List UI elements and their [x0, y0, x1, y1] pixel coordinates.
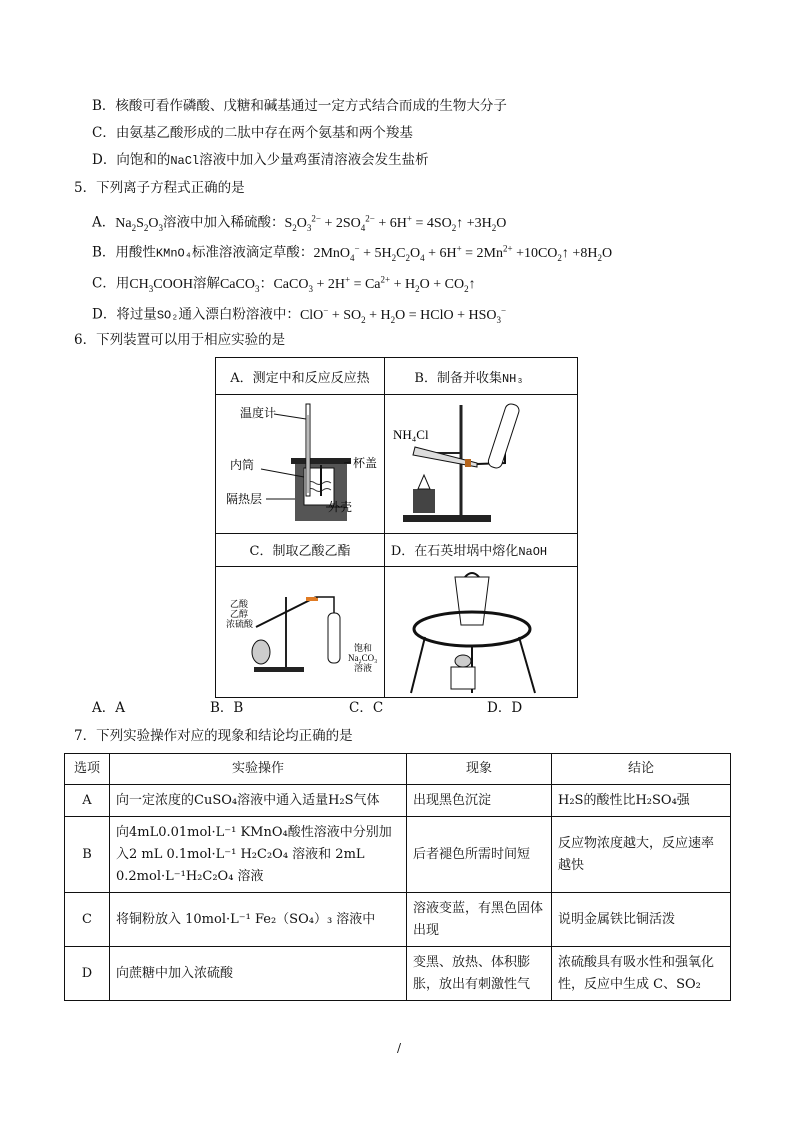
q5-a-label: A． — [92, 214, 116, 231]
label-acetic-acid: 乙酸 — [230, 600, 249, 610]
cell-b-title — [385, 367, 553, 386]
label-ethanol: 乙醇 — [230, 610, 249, 620]
q5-a-mid: 溶液中加入稀硫酸： — [163, 214, 285, 231]
q4-option-b: B．核酸可看作磷酸、戊糖和碱基通过一定方式结合而成的生物大分子 — [92, 98, 507, 114]
row-conclusion: 反应物浓度越大，反应速率越快 — [552, 817, 731, 893]
row-option: D — [65, 947, 110, 1001]
row-operation: 向4mL0.01mol·L⁻¹ KMnO₄酸性溶液中分别加入2 mL 0.1mol·L⁻¹ H₂C₂O₄ 溶液和 2mL 0.2mol·L⁻¹H₂C₂O₄ 溶液 — [110, 817, 407, 893]
page-marker: / — [397, 1041, 402, 1055]
row-phenomenon: 出现黑色沉淀 — [407, 785, 552, 817]
q5-stem: 5．下列离子方程式正确的是 — [74, 180, 245, 196]
row-operation: 向蔗糖中加入浓硫酸 — [110, 947, 407, 1001]
table-row — [65, 817, 731, 893]
header-phenomenon: 现象 — [407, 754, 552, 785]
cell-d-text: D．在石英坩埚中熔化 — [390, 544, 519, 559]
q5-option-b — [92, 238, 612, 267]
cell-d-chem: NaOH — [518, 545, 548, 559]
label-nh4cl: NH₄Cl — [393, 427, 429, 442]
q4-d-chem: NaCl — [170, 154, 200, 168]
row-conclusion: 浓硫酸具有吸水性和强氧化性，反应中生成 C、SO₂ — [552, 947, 731, 1001]
q5-option-a — [92, 208, 506, 237]
label-thermometer: 温度计 — [240, 406, 277, 420]
row-option: A — [65, 785, 110, 817]
row-phenomenon: 后者褪色所需时间短 — [407, 817, 552, 893]
q5-c-acid: $CH_3COOH$ — [129, 276, 193, 294]
label-inner: 内筒 — [230, 458, 255, 472]
label-insulation: 隔热层 — [226, 492, 263, 506]
label-shell: 外壳 — [328, 500, 353, 514]
q6-choice-d: D．D — [487, 700, 523, 716]
q5-b-label: B．用酸性 — [92, 244, 156, 261]
crucible-diagram — [385, 567, 579, 698]
header-conclusion: 结论 — [552, 754, 731, 785]
cell-d-title — [385, 540, 553, 559]
cell-b-chem: NH₃ — [501, 372, 524, 386]
q5-b-equation: $2MnO_4^- + 5H_2C_2O_4 + 6H^+ = 2Mn^{2+}$ $+10CO_2↑ +8H_2O$ — [313, 243, 613, 263]
q5-d-equation: $ClO^- + SO_2 + H_2O$ = HClO + $HSO_3^-$ — [299, 305, 507, 325]
experiment-table — [64, 753, 731, 1001]
row-conclusion: H₂S的酸性比H₂SO₄强 — [552, 785, 731, 817]
row-option: B — [65, 817, 110, 893]
q6-stem: 6．下列装置可以用于相应实验的是 — [74, 332, 286, 348]
label-sulfuric: 浓硫酸 — [226, 620, 254, 630]
q5-option-c — [92, 269, 476, 298]
cell-c-title: C．制取乙酸乙酯 — [249, 544, 351, 559]
cell-b-text: B．制备并收集 — [414, 371, 502, 386]
row-option: C — [65, 893, 110, 947]
row-operation: 将铜粉放入 10mol·L⁻¹ Fe₂（SO₄）₃ 溶液中 — [110, 893, 407, 947]
q5-c-equation: CaCO$_3$：CaCO$_3$ + $2H^+ = Ca^{2+} + H_2O$ + $CO_2↑$ — [219, 274, 476, 294]
table-row — [65, 893, 731, 947]
q4-d-prefix: D．向饱和的 — [92, 152, 171, 168]
q5-d-chem: SO₂ — [156, 308, 179, 323]
q5-c-label: C．用 — [92, 275, 130, 292]
label-na2co3: Na₂CO₃ — [348, 653, 378, 663]
label-saturated: 饱和 — [354, 644, 373, 654]
q5-c-mid: 溶解 — [192, 275, 220, 292]
ester-apparatus-diagram — [216, 567, 384, 698]
label-solution: 溶液 — [354, 664, 373, 674]
table-row — [65, 947, 731, 1001]
q5-a-reactant: $Na_2S_2O_3$ — [115, 215, 163, 233]
header-operation: 实验操作 — [110, 754, 407, 785]
row-conclusion: 说明金属铁比铜活泼 — [552, 893, 731, 947]
header-option: 选项 — [65, 754, 110, 785]
q7-stem: 7．下列实验操作对应的现象和结论均正确的是 — [74, 728, 353, 744]
row-phenomenon: 溶液变蓝，有黑色固体出现 — [407, 893, 552, 947]
row-operation: 向一定浓度的CuSO₄溶液中通入适量H₂S气体 — [110, 785, 407, 817]
q5-b-chem: KMnO₄ — [155, 246, 192, 261]
q6-choice-c: C．C — [349, 700, 384, 716]
q5-option-d — [92, 300, 506, 329]
q4-option-c: C．由氨基乙酸形成的二肽中存在两个氨基和两个羧基 — [92, 125, 413, 141]
q5-d-mid: 通入漂白粉溶液中： — [178, 306, 300, 323]
ammonia-apparatus-diagram — [385, 395, 579, 533]
q5-b-mid: 标准溶液滴定草酸： — [191, 244, 314, 261]
label-lid: 杯盖 — [353, 456, 378, 470]
cell-a-title: A．测定中和反应反应热 — [230, 371, 370, 386]
q4-d-suffix: 溶液中加入少量鸡蛋清溶液会发生盐析 — [199, 152, 429, 168]
q6-choice-b: B．B — [210, 700, 244, 716]
table-divider — [216, 533, 577, 534]
q4-option-d — [92, 150, 429, 171]
q5-a-equation: $S_2O_3^{2-} + 2SO_4^{2-} + 6H^+$ = $4SO_2↑ +3H_2O$ — [284, 213, 507, 233]
table-header-row — [65, 754, 731, 785]
q6-choice-a: A．A — [92, 700, 125, 716]
calorimeter-diagram — [216, 395, 384, 533]
row-phenomenon: 变黑、放热、体积膨胀，放出有刺激性气 — [407, 947, 552, 1001]
table-row — [65, 785, 731, 817]
apparatus-table — [215, 357, 578, 698]
q5-d-label: D．将过量 — [92, 306, 157, 323]
